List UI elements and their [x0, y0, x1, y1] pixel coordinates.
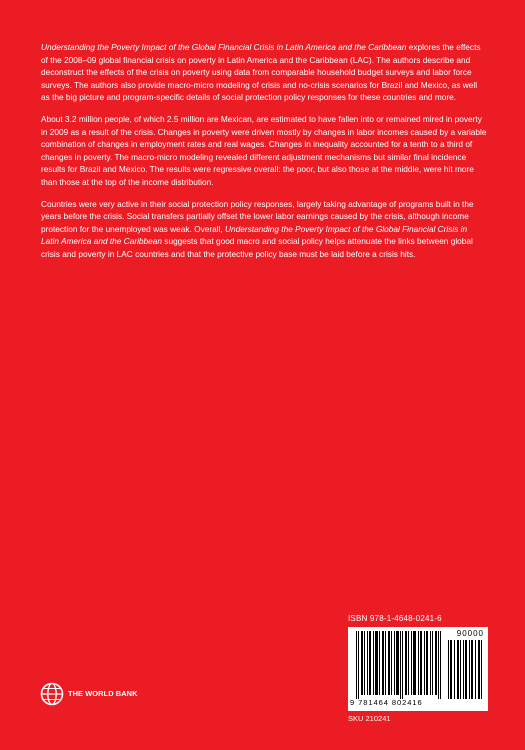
barcode-addon-number: 90000 [456, 629, 484, 638]
book-title-italic: Understanding the Poverty Impact of the Global Financial Crisis in Latin America and the Caribbean [41, 223, 468, 247]
paragraph-text: suggests that good macro and social policy helps attenuate the links between global crisis and poverty in LAC countries and that the protective policy base must be laid before a crisis hits. [41, 236, 473, 259]
book-title-italic: Understanding the Poverty Impact of the Global Financial Crisis in Latin America and the Caribbean [41, 42, 407, 52]
description-paragraph-1 [41, 41, 487, 104]
description-paragraph-2: About 3.2 million people, of which 2.5 million are Mexican, are estimated to have fallen into or remained mired in poverty in 2009 as a result of the crisis. Changes in poverty were driven mostly by changes in labor incomes caused by a variable combination of changes in employment rates and real wages. Changes in inequality accounted for a tenth to a third of changes in poverty. The macro-micro modeling revealed different adjustment mechanisms but similar final incidence results for Brazil and Mexico. The results were regressive overall: the poor, but also those at the middle, were hit more than those at the top of the income distribution. [41, 113, 487, 187]
barcode-digits: 9 781464 802416 [350, 698, 423, 707]
description-text [41, 41, 487, 270]
paragraph-text: Countries were very active in their social protection policy responses, largely taking advantage of programs built in the years before the crisis. Social transfers partially offset the lower labor earnings caused by the crisis, although income protection for the unemployed was weak. Overall, [41, 198, 474, 234]
paragraph-text: explores the effects of the 2008–09 global financial crisis on poverty in Latin America and the Caribbean (LAC). The authors describe and deconstruct the effects of the crisis on poverty using data from comparable household budget surveys and labor force surveys. The authors also provide macro-micro modeling of crisis and no-crisis scenarios for Brazil and Mexico, as well as the big picture and program-specific details of social protection policy responses for these countries and more. [41, 42, 481, 103]
publisher-name: THE WORLD BANK [68, 689, 138, 698]
sku-label: SKU 210241 [348, 714, 391, 723]
description-paragraph-3 [41, 198, 487, 261]
barcode [348, 627, 488, 711]
isbn-label: ISBN 978-1-4648-0241-6 [348, 614, 442, 623]
globe-icon [40, 682, 64, 706]
